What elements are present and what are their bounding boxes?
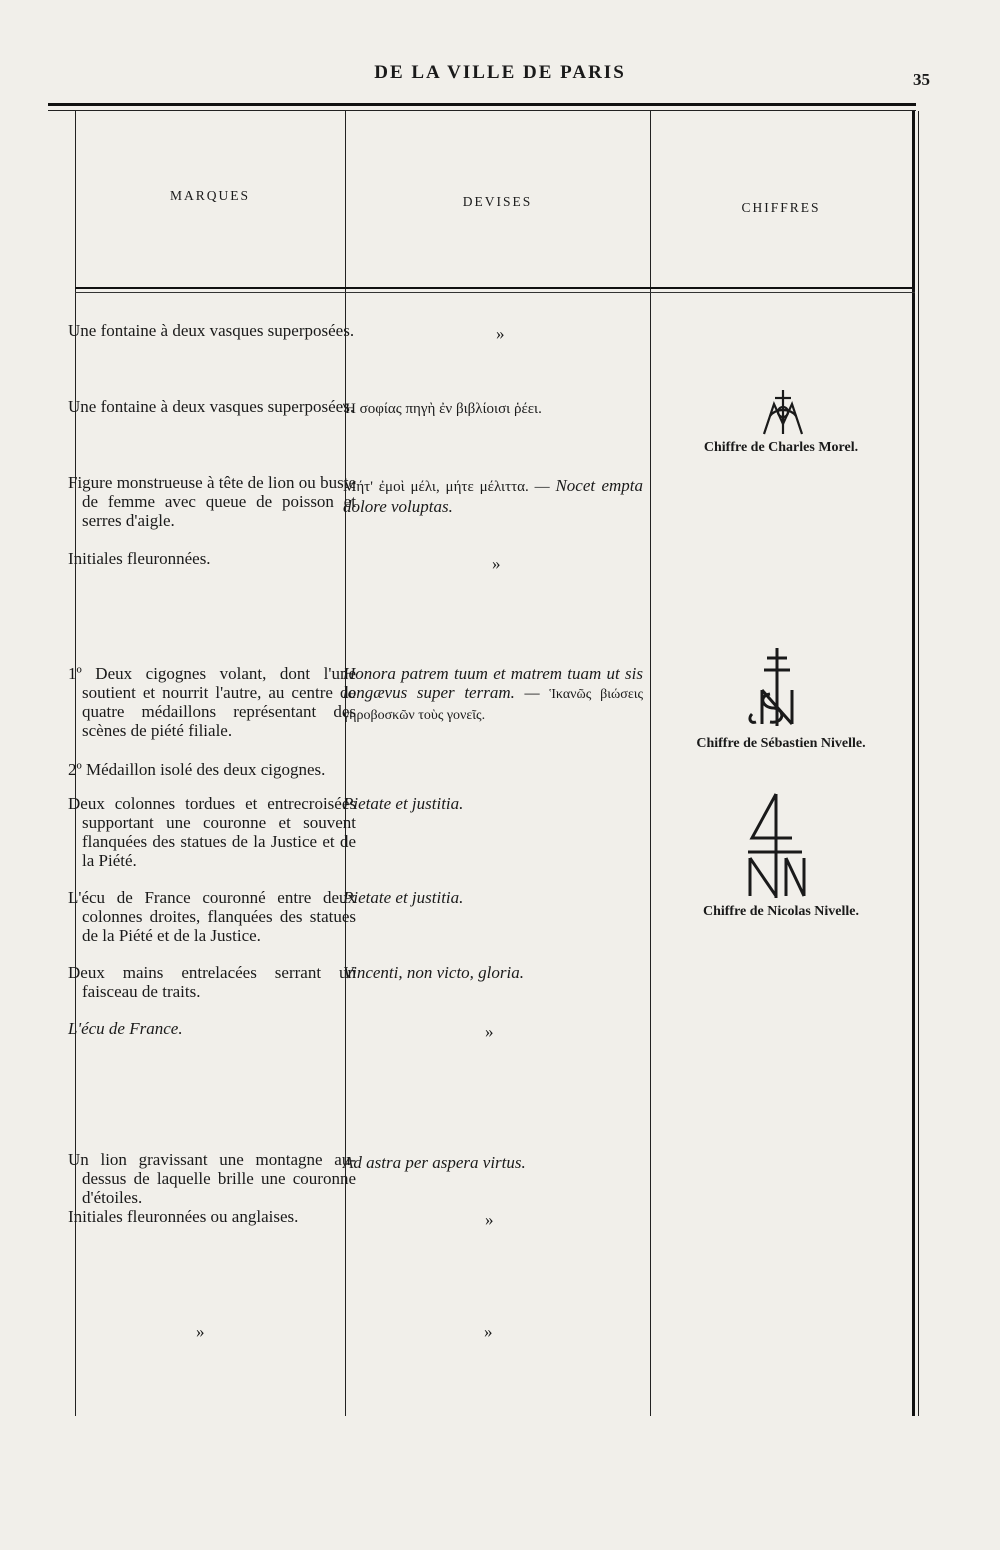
charles-morel-cipher-icon — [758, 388, 808, 438]
header-rule — [75, 287, 915, 289]
marque-entry: Une fontaine à deux vasques superposées. — [68, 321, 355, 340]
cipher-caption: Chiffre de Charles Morel. — [703, 440, 859, 455]
column-divider-2 — [650, 111, 651, 1416]
nicolas-nivelle-cipher-icon — [740, 790, 810, 902]
column-header-chiffres: CHIFFRES — [741, 200, 821, 215]
devise-entry: Pietate et justitia. — [343, 794, 464, 813]
header-rule-thin — [75, 292, 915, 293]
devise-greek: Μήτ' ἐμοὶ μέλι, μήτε μέλιττα. — — [343, 479, 550, 495]
page-header — [0, 62, 1000, 92]
marque-ditto: » — [196, 1322, 205, 1341]
table-right-border-thin — [918, 111, 919, 1416]
devise-ditto: » — [485, 1210, 494, 1229]
devise-greek: Ἱκανῶς βιώσεις γηροβοσκῶν τοὺς γονεῖς. — [343, 687, 644, 723]
marque-entry: Figure monstrueuse à tête de lion ou buste de femme avec queue de poisson et serres d'aigle. — [68, 473, 356, 530]
table-right-border — [912, 111, 915, 1416]
marque-entry: Initiales fleuronnées. — [68, 549, 211, 568]
devise-latin: Honora patrem tuum et matrem tuam ut sis longævus super terram. — — [343, 664, 643, 702]
top-rule — [48, 103, 916, 106]
sebastien-nivelle-cipher-icon — [740, 644, 815, 730]
marque-entry: L'écu de France. — [68, 1019, 183, 1038]
marque-entry: Deux colonnes tordues et entrecroisées supportant une couronne et souvent flanquées des statues de la Justice et de la Piété. — [68, 794, 356, 870]
devise-entry — [343, 664, 643, 725]
cipher-caption: Chiffre de Sébastien Nivelle. — [696, 736, 866, 751]
marque-entry: Un lion gravissant une montagne au-dessus de laquelle brille une couronne d'étoiles. — [68, 1150, 356, 1207]
marque-entry: L'écu de France couronné entre deux colonnes droites, flanquées des statues de la Piété et de la Justice. — [68, 888, 356, 945]
devise-ditto: » — [496, 324, 505, 343]
page-number: 35 — [913, 70, 930, 89]
devise-ditto: » — [485, 1022, 494, 1041]
devise-ditto: » — [492, 554, 501, 573]
column-header-marques: MARQUES — [169, 188, 250, 203]
marque-entry: 1º Deux cigognes volant, dont l'une soutient et nourrit l'autre, au centre de quatre médaillons représentant des scènes de piété filiale. — [68, 664, 356, 740]
devise-entry — [343, 476, 643, 518]
top-rule-thin — [48, 110, 916, 111]
marque-entry: 2º Médaillon isolé des deux cigognes. — [68, 760, 326, 779]
marque-entry: Initiales fleuronnées ou anglaises. — [68, 1207, 299, 1226]
devise-entry: Vincenti, non victo, gloria. — [343, 963, 524, 982]
marque-entry: Une fontaine à deux vasques superposées. — [68, 397, 355, 416]
running-title: DE LA VILLE DE PARIS — [374, 62, 626, 83]
devise-ditto: » — [484, 1322, 493, 1341]
devise-entry: Pietate et justitia. — [343, 888, 464, 907]
devise-entry: Ἡ σοφίας πηγὴ ἐν βιβλίοισι ῥέει. — [343, 401, 542, 417]
cipher-caption: Chiffre de Nicolas Nivelle. — [702, 904, 860, 919]
devise-entry: Ad astra per aspera virtus. — [343, 1153, 526, 1172]
devise-latin: Nocet empta dolore voluptas. — [343, 476, 643, 516]
marque-entry: Deux mains entrelacées serrant un faisceau de traits. — [68, 963, 356, 1001]
column-header-devises: DEVISES — [462, 194, 533, 209]
